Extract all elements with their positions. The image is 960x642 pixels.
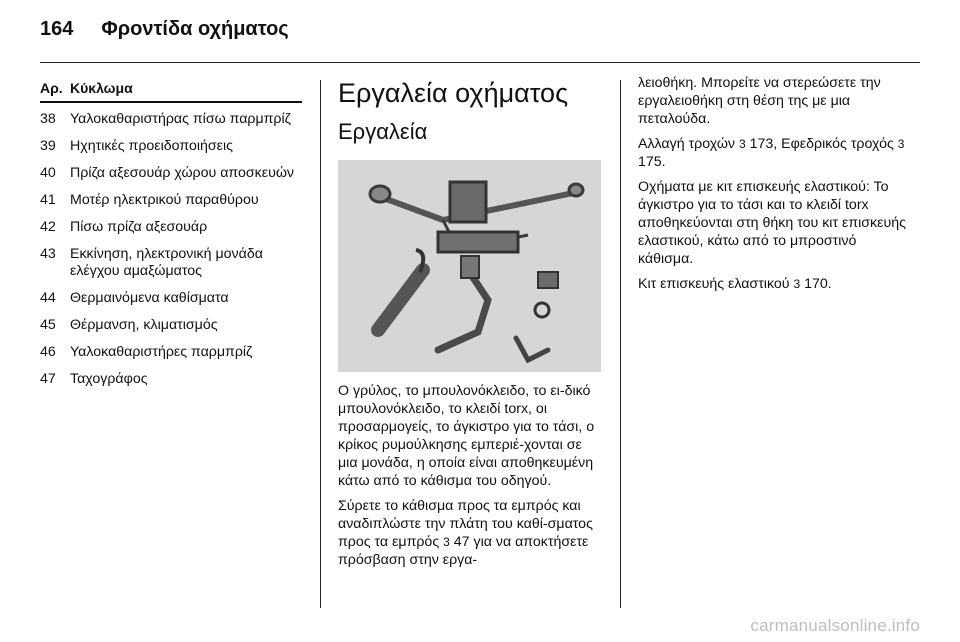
- text-span: .: [661, 154, 666, 170]
- section-subheading: Εργαλεία: [338, 119, 428, 144]
- watermark: carmanualsonline.info: [750, 616, 920, 635]
- fuse-circuit: Μοτέρ ηλεκτρικού παραθύρου: [70, 192, 259, 208]
- column-header-circuit: Κύκλωμα: [70, 80, 133, 96]
- tools-illustration: [338, 160, 601, 372]
- text-span: .: [827, 276, 832, 292]
- fuse-number: 39: [40, 138, 56, 154]
- fuse-number: 40: [40, 165, 56, 181]
- fuse-circuit: Ηχητικές προειδοποιήσεις: [70, 138, 233, 154]
- table-row: [40, 111, 302, 128]
- paragraph-tools-contents: Ο γρύλος, το μπουλονόκλειδο, το ει-δικό μπουλονόκλειδο, το κλειδί torx, οι προσαρμογείς, το άγκιστρο για το τάσι, ο κρίκος ρυμούλκησης εμπεριέ-χονται σε μια μονάδα, η οποία είναι αποθηκευμένη κάτω από το κάθισμα του οδηγού.: [338, 383, 595, 489]
- paragraph-wheel-refs: [638, 135, 908, 171]
- page-number: 164: [40, 18, 74, 40]
- fuse-circuit: Υαλοκαθαριστήρας πίσω παρμπρίζ: [70, 111, 291, 127]
- table-row: [40, 219, 302, 236]
- table-row: [40, 165, 302, 182]
- fuse-table-header: [40, 70, 302, 103]
- tools-section-continued: [638, 70, 908, 300]
- reference-arrow-icon: 3: [897, 137, 905, 151]
- fuse-number: 41: [40, 192, 56, 208]
- fuse-number: 43: [40, 246, 56, 262]
- section-heading: Εργαλεία οχήματος: [338, 78, 569, 108]
- fuse-circuit: Υαλοκαθαριστήρες παρμπρίζ: [70, 344, 253, 360]
- fuse-circuit: Πίσω πρίζα αξεσουάρ: [70, 219, 208, 235]
- column-header-number: Αρ.: [40, 80, 63, 96]
- tools-photo: [338, 160, 601, 372]
- reference-arrow-icon: 3: [738, 137, 746, 151]
- paragraph-seat-access: [338, 497, 601, 569]
- text-span: Αλλαγή τροχών: [638, 136, 739, 152]
- fuse-table: [40, 70, 302, 388]
- text-span: για να αποκτήσετε πρόσβαση στην εργα-: [338, 534, 589, 568]
- tools-section: [338, 70, 601, 576]
- fuse-number: 45: [40, 317, 56, 333]
- reference-arrow-icon: 3: [793, 277, 801, 291]
- table-row: [40, 290, 302, 307]
- table-row: [40, 317, 302, 334]
- fuse-number: 42: [40, 219, 56, 235]
- page-reference[interactable]: 170: [804, 276, 828, 292]
- fuse-number: 44: [40, 290, 56, 306]
- paragraph-tyre-repair-kit: Οχήματα με κιτ επισκευής ελαστικού: Το άγκιστρο για το τάσι και το κλειδί torx αποθηκεύονται στη θήκη του κιτ επισκευής ελαστικού, κάτω από το μπροστινό κάθισμα.: [638, 179, 906, 267]
- fuse-number: 38: [40, 111, 56, 127]
- column-divider-2: [620, 80, 621, 608]
- column-divider-1: [320, 80, 321, 608]
- page-title: Φροντίδα οχήματος: [101, 18, 289, 40]
- text-span: Σύρετε το κάθισμα προς τα εμπρός και αναδιπλώστε την πλάτη του καθί-σματος προς τα εμπρός: [338, 498, 593, 550]
- table-row: [40, 246, 302, 280]
- fuse-circuit: Εκκίνηση, ηλεκτρονική μονάδα ελέγχου αμαξώματος: [70, 246, 263, 279]
- paragraph-kit-ref: [638, 275, 908, 293]
- table-row: [40, 344, 302, 361]
- fuse-table-body: [40, 103, 302, 388]
- page-header: [40, 18, 289, 48]
- page-reference[interactable]: 175: [638, 154, 662, 170]
- table-row: [40, 138, 302, 155]
- reference-arrow-icon: 3: [443, 535, 450, 549]
- fuse-number: 47: [40, 371, 56, 387]
- fuse-circuit: Θέρμανση, κλιματισμός: [70, 317, 218, 333]
- table-row: [40, 371, 302, 388]
- table-row: [40, 192, 302, 209]
- text-span: , Εφεδρικός τροχός: [773, 136, 898, 152]
- page-reference[interactable]: 47: [453, 534, 470, 550]
- header-divider: [40, 62, 920, 63]
- page-reference[interactable]: 173: [749, 136, 774, 152]
- text-span: Κιτ επισκευής ελαστικού: [638, 276, 794, 292]
- fuse-circuit: Θερμαινόμενα καθίσματα: [70, 290, 229, 306]
- fuse-circuit: Ταχογράφος: [70, 371, 148, 387]
- fuse-number: 46: [40, 344, 56, 360]
- fuse-circuit: Πρίζα αξεσουάρ χώρου αποσκευών: [70, 165, 295, 181]
- paragraph-toolbox: λειοθήκη. Μπορείτε να στερεώσετε την εργαλειοθήκη στη θέση της με μια πεταλούδα.: [638, 75, 881, 127]
